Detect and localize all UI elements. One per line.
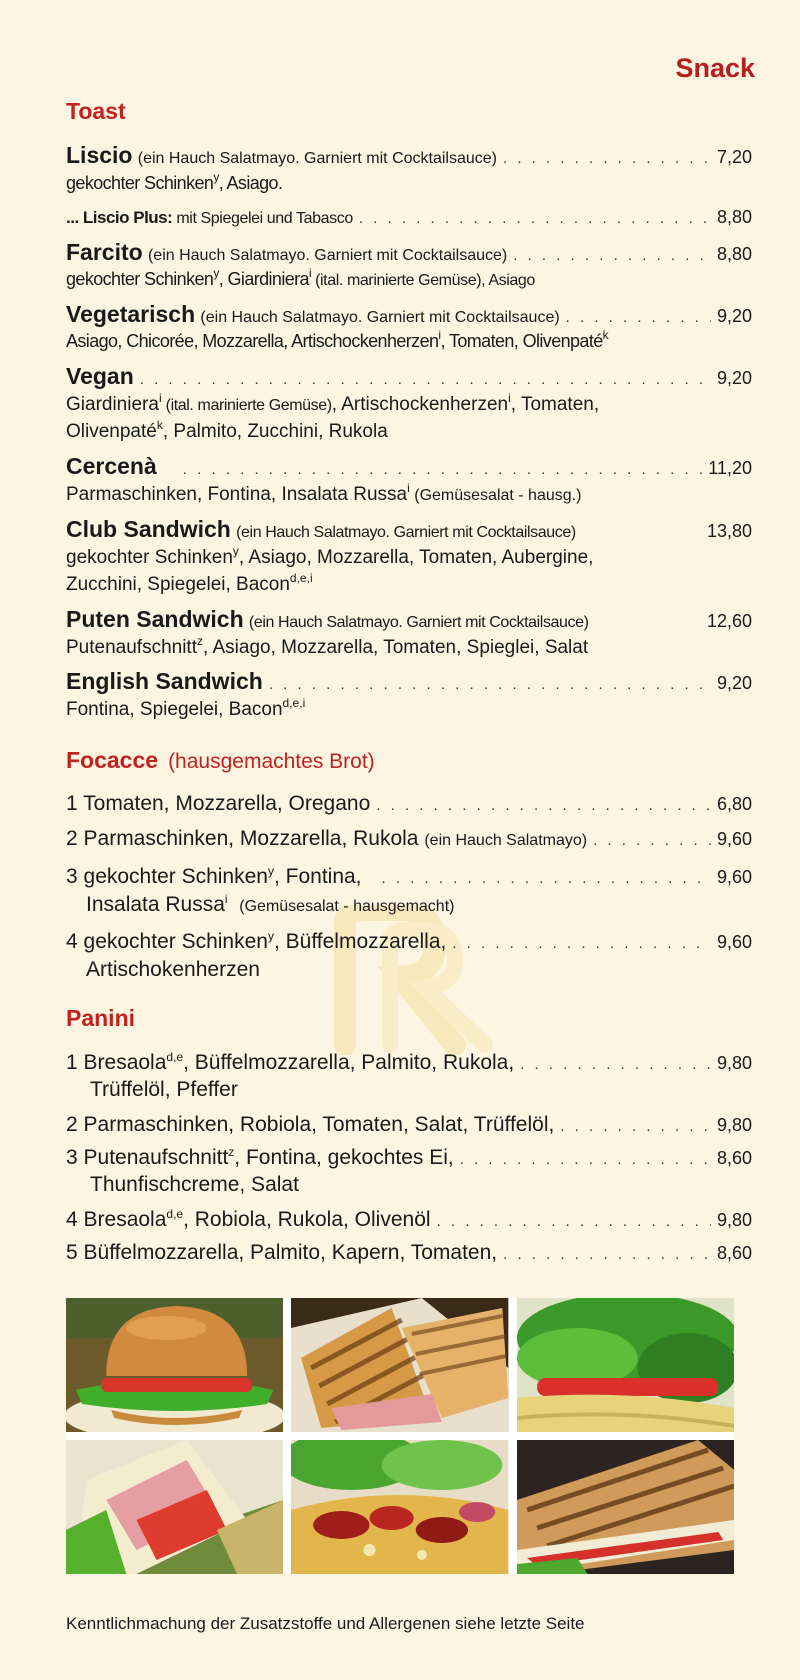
item-name: Vegan — [66, 363, 134, 389]
dot-leader — [359, 210, 711, 227]
item-desc: Parmaschinken, Fontina, Insalata Russa$^i$ (Gemüsesalat - hausg.) — [66, 481, 582, 505]
item-price: 9,60 — [716, 932, 752, 952]
item-price: 9,60 — [716, 867, 752, 887]
item-price: 13,80 — [706, 521, 752, 541]
item-price: 11,20 — [708, 458, 752, 478]
dot-leader — [566, 309, 711, 326]
item-name: Puten Sandwich — [66, 606, 244, 632]
focaccia-item-4: 4 gekochter Schinken$^y$, Büffelmozzarella, . . . 9,60 — [66, 930, 752, 954]
item-price: 9,60 — [716, 829, 752, 849]
item-puten-sandwich — [66, 606, 752, 633]
focaccia-item-1: 1 Tomaten, Mozzarella, Oregano . . . 6,80 — [66, 792, 752, 816]
item-desc: Zucchini, Spiegelei, Bacon$^{d,e,i}$ — [66, 571, 313, 595]
panino-item-1: 1 Bresaola$^{d,e}$, Büffelmozzarella, Palmito, Rukola, . . . 9,80 — [66, 1051, 752, 1075]
item-liscio — [66, 142, 752, 169]
dot-leader — [437, 1213, 711, 1230]
section-title-panini: Panini — [66, 1005, 136, 1031]
item-desc: Olivenpaté$^k$, Palmito, Zucchini, Rukola — [66, 418, 388, 442]
panino-item-3: 3 Putenaufschnitt$^z$, Fontina, gekochtes Ei, . . . 8,60 — [66, 1146, 752, 1170]
item-name: Liscio — [66, 142, 133, 168]
item-price: 9,20 — [716, 306, 752, 326]
dot-leader — [183, 461, 703, 478]
item-desc: gekochter Schinken$^y$, Asiago, Mozzarella, Tomaten, Aubergine, — [66, 544, 594, 568]
panino-item-5: 5 Büffelmozzarella, Palmito, Kapern, Tomaten, . . . 8,60 — [66, 1241, 752, 1265]
item-desc: Fontina, Spiegelei, Bacon$^{d,e,i}$ — [66, 696, 306, 720]
dot-leader — [382, 870, 711, 887]
item-name: ... Liscio Plus: — [66, 208, 173, 227]
dot-leader — [140, 371, 711, 388]
item-farcito — [66, 239, 752, 266]
dot-leader — [503, 150, 711, 167]
item-liscio-plus — [66, 207, 752, 229]
item-price: 9,80 — [716, 1210, 752, 1230]
item-name: Cercenà — [66, 453, 157, 479]
item-name: English Sandwich — [66, 668, 263, 694]
item-desc: Giardiniera$^i$ (ital. marinierte Gemüse), Artischockenherzen$^i$, Tomaten, — [66, 391, 600, 415]
item-note: (ein Hauch Salatmayo. Garniert mit Cocktailsauce) — [147, 247, 508, 264]
wrap-photo — [517, 1298, 734, 1432]
item-desc: Asiago, Chicorée, Mozzarella, Artischockenherzen$^i$, Tomaten, Olivenpaté$^k$ — [66, 328, 609, 351]
item-name: Club Sandwich — [66, 516, 231, 542]
item-name: Vegetarisch — [66, 301, 196, 327]
dot-leader — [460, 1151, 711, 1168]
item-cercena — [66, 453, 752, 480]
item-note: mit Spiegelei und Tabasco — [172, 210, 353, 227]
dot-leader — [269, 676, 711, 693]
dot-leader — [513, 247, 711, 264]
panini-photo — [517, 1440, 734, 1574]
page-title: Snack — [675, 53, 755, 83]
tomato-flatbread-photo — [291, 1440, 508, 1574]
item-price: 8,80 — [716, 244, 752, 264]
item-price: 9,20 — [716, 673, 752, 693]
club-sandwich-photo — [66, 1440, 283, 1574]
focaccia-item-2: 2 Parmaschinken, Mozzarella, Rukola (ein Hauch Salatmayo) . . . 9,60 — [66, 827, 752, 851]
food-photo-gallery — [66, 1298, 734, 1574]
item-price: 6,80 — [716, 794, 752, 814]
item-desc: Thunfischcreme, Salat — [90, 1173, 299, 1196]
item-desc: Trüffelöl, Pfeffer — [90, 1078, 238, 1101]
footer-note: Kenntlichmachung der Zusatzstoffe und Allergenen siehe letzte Seite — [66, 1614, 585, 1633]
dot-leader — [593, 832, 711, 849]
item-price: 12,60 — [706, 611, 752, 631]
item-price: 9,80 — [716, 1115, 752, 1135]
dot-leader — [503, 1246, 711, 1263]
item-desc: gekochter Schinken$^y$, Giardiniera$^i$ (ital. marinierte Gemüse), Asiago — [66, 266, 535, 289]
item-price: 9,80 — [716, 1053, 752, 1073]
dot-leader — [452, 935, 711, 952]
section-title-focacce: Focacce (hausgemachtes Brot) — [66, 747, 375, 773]
item-desc: Putenaufschnitt$^z$, Asiago, Mozzarella, Tomaten, Spieglei, Salat — [66, 634, 589, 658]
dot-leader — [560, 1118, 711, 1135]
item-desc: Insalata Russa$^i$ (Gemüsesalat - hausgemacht) — [86, 892, 455, 916]
item-vegan — [66, 363, 752, 390]
dot-leader — [376, 797, 711, 814]
item-note: (ein Hauch Salatmayo. Garniert mit Cocktailsauce) — [236, 524, 576, 541]
item-price: 7,20 — [716, 147, 752, 167]
burger-photo — [66, 1298, 283, 1432]
item-price: 8,80 — [716, 207, 752, 227]
section-subtitle: (hausgemachtes Brot) — [168, 750, 375, 773]
item-price: 9,20 — [716, 368, 752, 388]
dot-leader — [520, 1056, 711, 1073]
item-name: Farcito — [66, 239, 143, 265]
item-note: (ein Hauch Salatmayo. Garniert mit Cocktailsauce) — [137, 150, 497, 167]
item-desc: Artischokenherzen — [86, 958, 260, 981]
item-club-sandwich — [66, 516, 752, 543]
grilled-toast-photo — [291, 1298, 508, 1432]
item-desc: gekochter Schinken$^y$, Asiago. — [66, 170, 283, 193]
item-note: (ein Hauch Salatmayo. Garniert mit Cocktailsauce) — [248, 614, 589, 631]
item-english-sandwich — [66, 668, 752, 695]
item-price: 8,60 — [716, 1148, 752, 1168]
panino-item-2: 2 Parmaschinken, Robiola, Tomaten, Salat, Trüffelöl, . . . 9,80 — [66, 1113, 752, 1137]
panino-item-4: 4 Bresaola$^{d,e}$, Robiola, Rukola, Olivenöl . . . 9,80 — [66, 1208, 752, 1232]
item-vegetarisch — [66, 301, 752, 328]
item-note: (ein Hauch Salatmayo. Garniert mit Cocktailsauce) — [200, 309, 560, 326]
item-price: 8,60 — [716, 1243, 752, 1263]
focaccia-item-3: 3 gekochter Schinken$^y$, Fontina, . . . 9,60 — [66, 865, 752, 889]
section-title-toast: Toast — [66, 98, 126, 124]
